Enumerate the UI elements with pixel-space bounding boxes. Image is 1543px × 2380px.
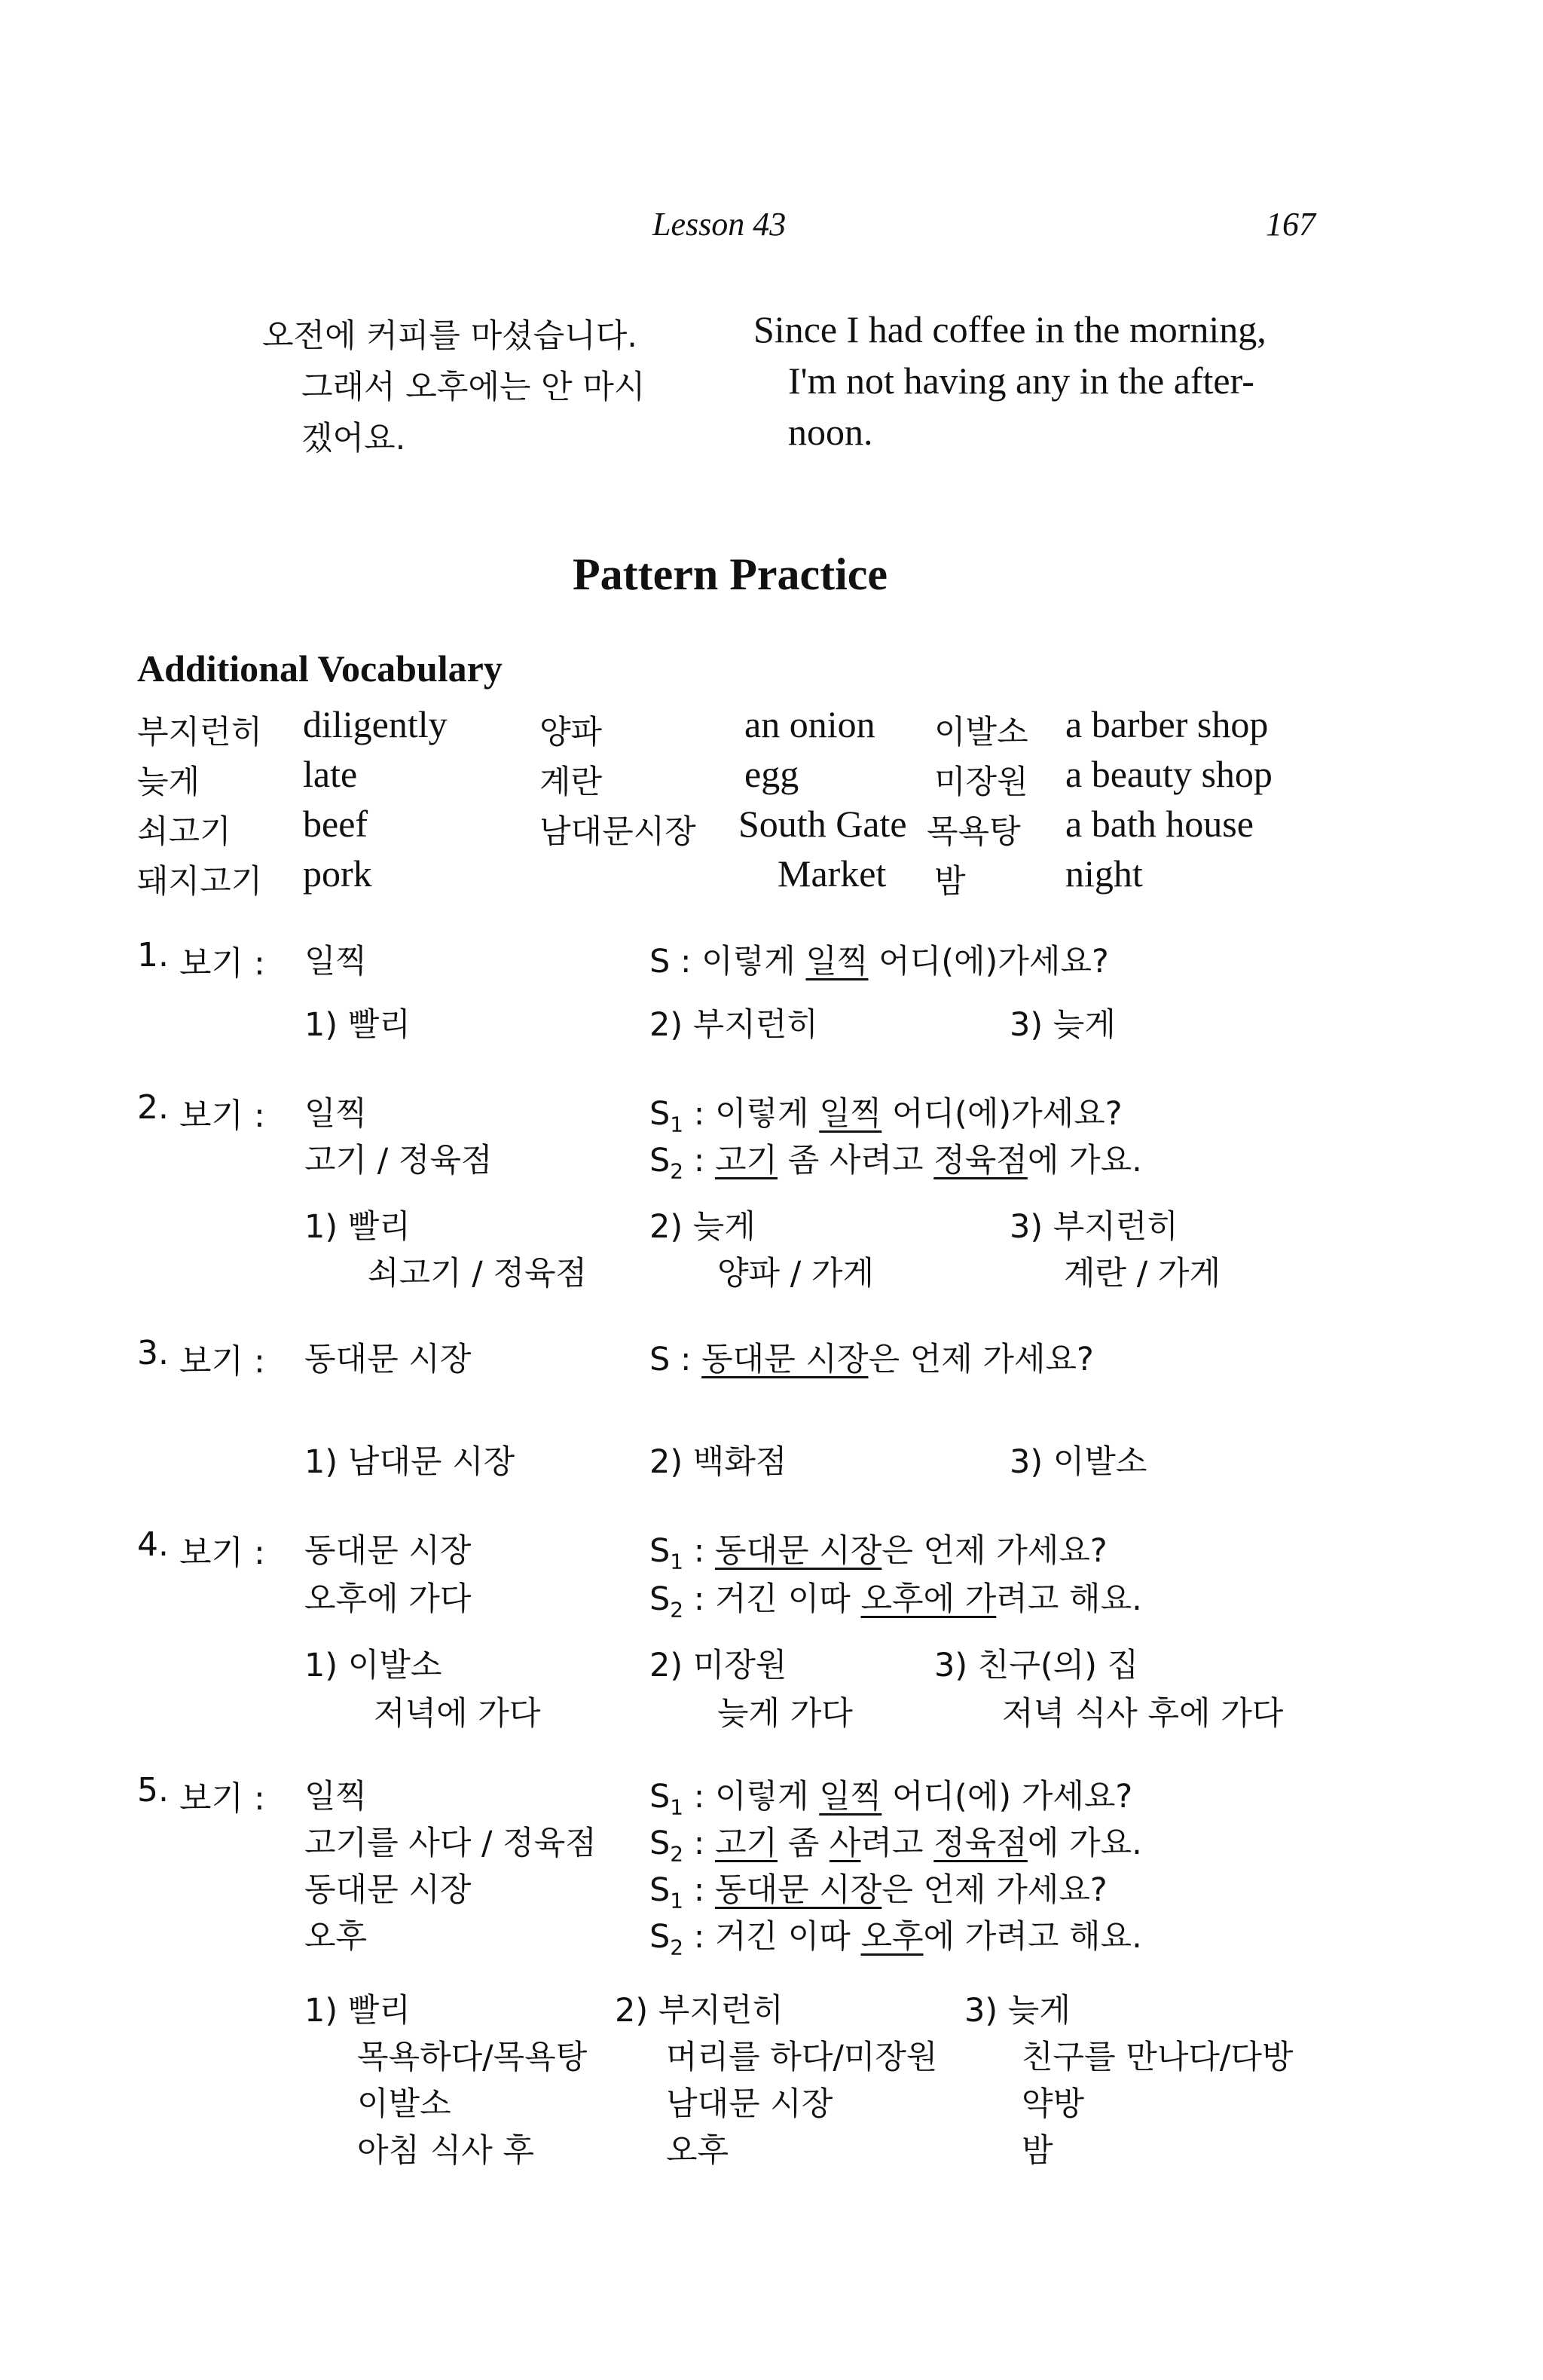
option: 2) 백화점 [649, 1443, 787, 1481]
speaker-label: S [649, 1142, 671, 1179]
speaker-label: S [649, 1095, 671, 1133]
option: 1) 남대문 시장 [304, 1443, 515, 1481]
text: : 이렇게 [683, 1095, 820, 1133]
section-title: Pattern Practice [573, 549, 888, 599]
text: 은 언제 가세요? [868, 1341, 1094, 1378]
text: 은 언제 가세요? [881, 1532, 1108, 1570]
exercise-number: 5. [137, 1771, 169, 1809]
vocab-en: late [303, 753, 358, 795]
underlined-word: 일찍 [805, 943, 869, 980]
option: 3) 이발소 [1010, 1443, 1147, 1481]
vocab-en: pork [303, 852, 372, 895]
underlined-word: 동대문 시장 [714, 1871, 882, 1909]
option-detail: 목욕하다/목욕탕 [357, 2039, 588, 2076]
intro-ko-line: 오전에 커피를 마셨습니다. [262, 317, 637, 355]
option-detail: 친구를 만나다/다방 [1022, 2039, 1294, 2076]
option: 2) 늦게 [649, 1208, 756, 1246]
text: 어디(에)가세요? [881, 1095, 1123, 1133]
speaker-label: S [649, 1918, 671, 1956]
speaker-label: S : [649, 943, 692, 980]
example-sentence [649, 1818, 1142, 1867]
vocab-en: a barber shop [1065, 703, 1269, 745]
text: 려고 해요. [996, 1580, 1142, 1618]
vocab-en: a bath house [1065, 803, 1254, 845]
speaker-index: 2 [670, 1158, 684, 1184]
vocab-en: egg [744, 753, 799, 795]
lesson-header: Lesson 43 [652, 206, 787, 243]
example-sentence [649, 1525, 1108, 1574]
example-cue: 동대문 시장 [304, 1871, 472, 1909]
option-detail: 쇠고기 / 정육점 [368, 1255, 588, 1292]
option-detail: 늦게 가다 [717, 1695, 853, 1733]
text: : 거긴 이따 [683, 1918, 861, 1956]
underlined-word: 동대문 시장 [701, 1341, 869, 1378]
option-detail: 저녁 식사 후에 가다 [1002, 1695, 1284, 1733]
text: 어디(에) 가세요? [881, 1778, 1133, 1816]
underlined-word: 일찍 [819, 1095, 882, 1133]
vocab-ko: 양파 [539, 714, 603, 751]
vocab-ko: 밤 [934, 863, 966, 901]
text: 에 가요. [1027, 1142, 1142, 1179]
speaker-label: S [649, 1580, 671, 1618]
text: : [683, 1532, 715, 1570]
example-label: 보기 : [179, 1342, 265, 1381]
text: 좀 [778, 1825, 830, 1862]
text: 에 가려고 해요. [923, 1918, 1142, 1956]
option: 2) 부지런히 [615, 1992, 784, 2030]
example-sentence [649, 1334, 1094, 1380]
example-cue: 고기 / 정육점 [304, 1142, 493, 1179]
option-detail: 오후 [666, 2132, 729, 2170]
example-label: 보기 : [179, 944, 265, 983]
example-cue: 고기를 사다 / 정육점 [304, 1825, 597, 1862]
example-sentence [649, 1088, 1123, 1137]
text: 좀 사려고 [778, 1142, 934, 1179]
option: 1) 빨리 [304, 1006, 411, 1044]
text: : [683, 1142, 715, 1179]
example-sentence [649, 1865, 1108, 1913]
speaker-index: 1 [670, 1888, 684, 1913]
underlined-word: 오후 [860, 1918, 924, 1956]
text: 려고 [860, 1825, 934, 1862]
example-cue: 일찍 [304, 943, 368, 980]
vocab-ko: 늦게 [137, 763, 200, 801]
intro-ko-line: 그래서 오후에는 안 마시 [301, 369, 646, 406]
speaker-label: S [649, 1825, 671, 1862]
speaker-label: S [649, 1532, 671, 1570]
intro-en-line: noon. [788, 411, 873, 453]
option-detail: 밤 [1022, 2132, 1053, 2170]
option-detail: 계란 / 가게 [1064, 1255, 1221, 1292]
speaker-index: 2 [670, 1841, 684, 1867]
text: : [683, 1825, 715, 1862]
intro-ko-line: 겠어요. [301, 420, 406, 457]
text: 이렇게 [701, 943, 806, 980]
underlined-word: 정육점 [933, 1825, 1028, 1862]
speaker-index: 1 [670, 1112, 684, 1137]
option-detail: 머리를 하다/미장원 [666, 2039, 938, 2076]
vocab-ko: 쇠고기 [137, 813, 231, 851]
underlined-word: 오후에 가 [860, 1580, 997, 1618]
example-label: 보기 : [179, 1534, 265, 1572]
vocab-ko: 미장원 [934, 763, 1028, 801]
underlined-word: 고기 [714, 1142, 778, 1179]
exercise-number: 1. [137, 936, 169, 974]
text: 어디(에)가세요? [868, 943, 1109, 980]
example-cue: 동대문 시장 [304, 1341, 472, 1378]
vocab-en: an onion [744, 703, 875, 745]
example-cue: 일찍 [304, 1095, 368, 1133]
exercise-number: 4. [137, 1525, 169, 1564]
intro-en-line: I'm not having any in the after- [788, 359, 1254, 402]
option-detail: 약방 [1022, 2085, 1085, 2123]
underlined-word: 사 [829, 1825, 861, 1862]
intro-en-line: Since I had coffee in the morning, [753, 308, 1266, 350]
option: 3) 부지런히 [1010, 1208, 1178, 1246]
vocab-ko: 계란 [539, 763, 603, 801]
speaker-label: S [649, 1778, 671, 1816]
option: 3) 친구(의) 집 [934, 1647, 1139, 1684]
option: 2) 부지런히 [649, 1006, 818, 1044]
exercise-number: 2. [137, 1088, 169, 1127]
example-sentence [649, 1771, 1132, 1820]
vocab-ko: 돼지고기 [137, 863, 263, 901]
text: : [683, 1871, 715, 1909]
example-sentence [649, 1574, 1142, 1623]
option-detail: 아침 식사 후 [357, 2132, 535, 2170]
option-detail: 저녁에 가다 [374, 1695, 541, 1733]
example-sentence [649, 1911, 1142, 1960]
option: 1) 빨리 [304, 1208, 411, 1246]
page-number: 167 [1266, 206, 1315, 243]
vocab-en: South Gate [738, 803, 907, 845]
vocab-title: Additional Vocabulary [137, 647, 503, 690]
speaker-label: S [649, 1871, 671, 1909]
vocab-ko: 이발소 [934, 714, 1028, 751]
option-detail: 남대문 시장 [666, 2085, 833, 2123]
text: : 거긴 이따 [683, 1580, 861, 1618]
example-label: 보기 : [179, 1097, 265, 1135]
speaker-index: 1 [670, 1549, 684, 1574]
option: 1) 이발소 [304, 1647, 442, 1684]
option-detail: 양파 / 가게 [717, 1255, 874, 1292]
vocab-en: beef [303, 803, 368, 845]
example-cue: 오후 [304, 1918, 368, 1956]
option: 3) 늦게 [1010, 1006, 1116, 1044]
option: 1) 빨리 [304, 1992, 411, 2030]
vocab-en: a beauty shop [1065, 753, 1273, 795]
example-sentence [649, 936, 1109, 982]
vocab-ko: 부지런히 [137, 714, 263, 751]
underlined-word: 정육점 [933, 1142, 1028, 1179]
vocab-en: diligently [303, 703, 448, 745]
example-label: 보기 : [179, 1779, 265, 1818]
speaker-label: S : [649, 1341, 692, 1378]
option-detail: 이발소 [357, 2085, 451, 2123]
vocab-en: Market [778, 852, 887, 895]
speaker-index: 2 [670, 1597, 684, 1623]
text: 은 언제 가세요? [881, 1871, 1108, 1909]
speaker-index: 2 [670, 1935, 684, 1960]
example-cue: 일찍 [304, 1778, 368, 1816]
example-cue: 동대문 시장 [304, 1532, 472, 1570]
option: 2) 미장원 [649, 1647, 787, 1684]
text: : 이렇게 [683, 1778, 820, 1816]
text: 에 가요. [1027, 1825, 1142, 1862]
vocab-en: night [1065, 852, 1143, 895]
underlined-word: 동대문 시장 [714, 1532, 882, 1570]
underlined-word: 일찍 [819, 1778, 882, 1816]
speaker-index: 1 [670, 1794, 684, 1820]
vocab-ko: 남대문시장 [539, 813, 696, 851]
vocab-ko: 목욕탕 [927, 813, 1021, 851]
exercise-number: 3. [137, 1334, 169, 1372]
example-sentence [649, 1135, 1142, 1184]
option: 3) 늦게 [964, 1992, 1071, 2030]
example-cue: 오후에 가다 [304, 1580, 472, 1618]
underlined-word: 고기 [714, 1825, 778, 1862]
